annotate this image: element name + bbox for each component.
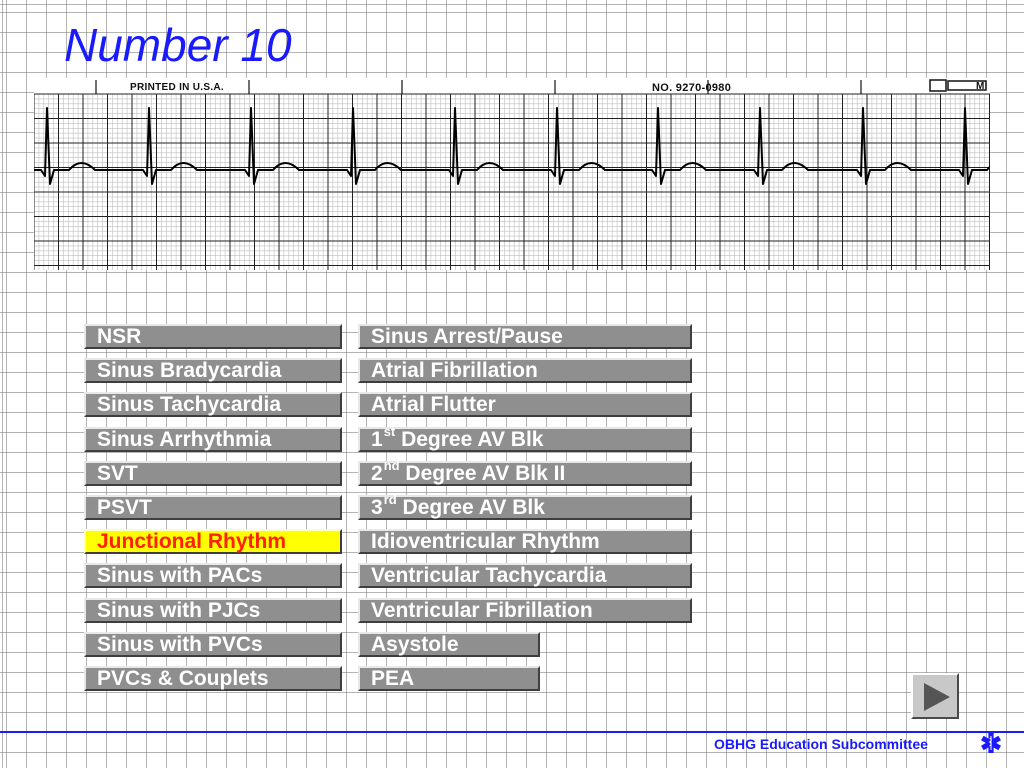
option-label: PEA [371, 667, 415, 690]
option-label: PVCs & Couplets [97, 667, 269, 690]
option-label: Sinus with PVCs [97, 633, 263, 656]
option-ordinal: 2 [371, 462, 383, 485]
option-label: Sinus with PACs [97, 564, 263, 587]
option-svt[interactable] [84, 461, 342, 486]
option-sinus-bradycardia[interactable] [84, 358, 342, 383]
option-nsr[interactable] [84, 324, 342, 349]
option-ordinal-suffix: rd [383, 492, 397, 507]
option-ventricular-fibrillation[interactable] [358, 598, 692, 623]
strip-printed-label: PRINTED IN U.S.A. [130, 82, 224, 93]
option-label: Sinus Arrhythmia [97, 428, 272, 451]
option-ordinal-suffix: st [383, 424, 396, 439]
option-ordinal: 1 [371, 428, 383, 451]
option-label: Sinus with PJCs [97, 599, 261, 622]
option-sinus-with-pacs[interactable] [84, 563, 342, 588]
option-sinus-tachycardia[interactable] [84, 392, 342, 417]
option-1st-degree-av-blk[interactable] [358, 424, 692, 452]
option-label: Sinus Tachycardia [97, 393, 282, 416]
option-label: Degree AV Blk II [399, 462, 566, 485]
option-pea[interactable] [358, 666, 540, 691]
option-junctional-rhythm[interactable] [84, 529, 342, 554]
option-label: Ventricular Fibrillation [371, 599, 593, 622]
option-label: Degree AV Blk [396, 496, 545, 519]
option-label: Sinus Bradycardia [97, 359, 282, 382]
option-label: Sinus Arrest/Pause [371, 325, 563, 348]
option-label: Atrial Fibrillation [371, 359, 538, 382]
option-ordinal-suffix: nd [383, 458, 400, 473]
option-label: NSR [97, 325, 142, 348]
option-label: PSVT [97, 496, 152, 519]
option-sinus-with-pjcs[interactable] [84, 598, 342, 623]
option-ordinal: 3 [371, 496, 383, 519]
star-of-life-icon [980, 732, 1002, 754]
option-sinus-with-pvcs[interactable] [84, 632, 342, 657]
option-2nd-degree-av-blk-ii[interactable] [358, 458, 692, 486]
next-slide-button[interactable] [911, 673, 959, 719]
option-atrial-flutter[interactable] [358, 392, 692, 417]
ecg-strip-graphic [34, 78, 990, 270]
footer-text: OBHG Education Subcommittee [714, 736, 928, 752]
option-ventricular-tachycardia[interactable] [358, 563, 692, 588]
option-atrial-fibrillation[interactable] [358, 358, 692, 383]
option-psvt[interactable] [84, 495, 342, 520]
option-sinus-arrest-pause[interactable] [358, 324, 692, 349]
option-3rd-degree-av-blk[interactable] [358, 492, 692, 520]
strip-tab-box-icon [930, 80, 946, 91]
play-arrow-icon [924, 683, 950, 711]
option-label: Junctional Rhythm [97, 530, 287, 553]
strip-part-number: NO. 9270-0980 [652, 82, 732, 94]
option-label: Ventricular Tachycardia [371, 564, 607, 587]
footer-divider [0, 731, 1024, 733]
ecg-rhythm-strip [34, 78, 990, 270]
page-title: Number 10 [64, 19, 292, 71]
option-label: Asystole [371, 633, 459, 656]
option-sinus-arrhythmia[interactable] [84, 427, 342, 452]
option-label: SVT [97, 462, 138, 485]
option-label: Idioventricular Rhythm [371, 530, 600, 553]
option-asystole[interactable] [358, 632, 540, 657]
option-label: Atrial Flutter [371, 393, 496, 416]
option-label: Degree AV Blk [395, 428, 544, 451]
option-idioventricular-rhythm[interactable] [358, 529, 692, 554]
strip-tab-letter: M [976, 81, 985, 92]
option-pvcs-couplets[interactable] [84, 666, 342, 691]
